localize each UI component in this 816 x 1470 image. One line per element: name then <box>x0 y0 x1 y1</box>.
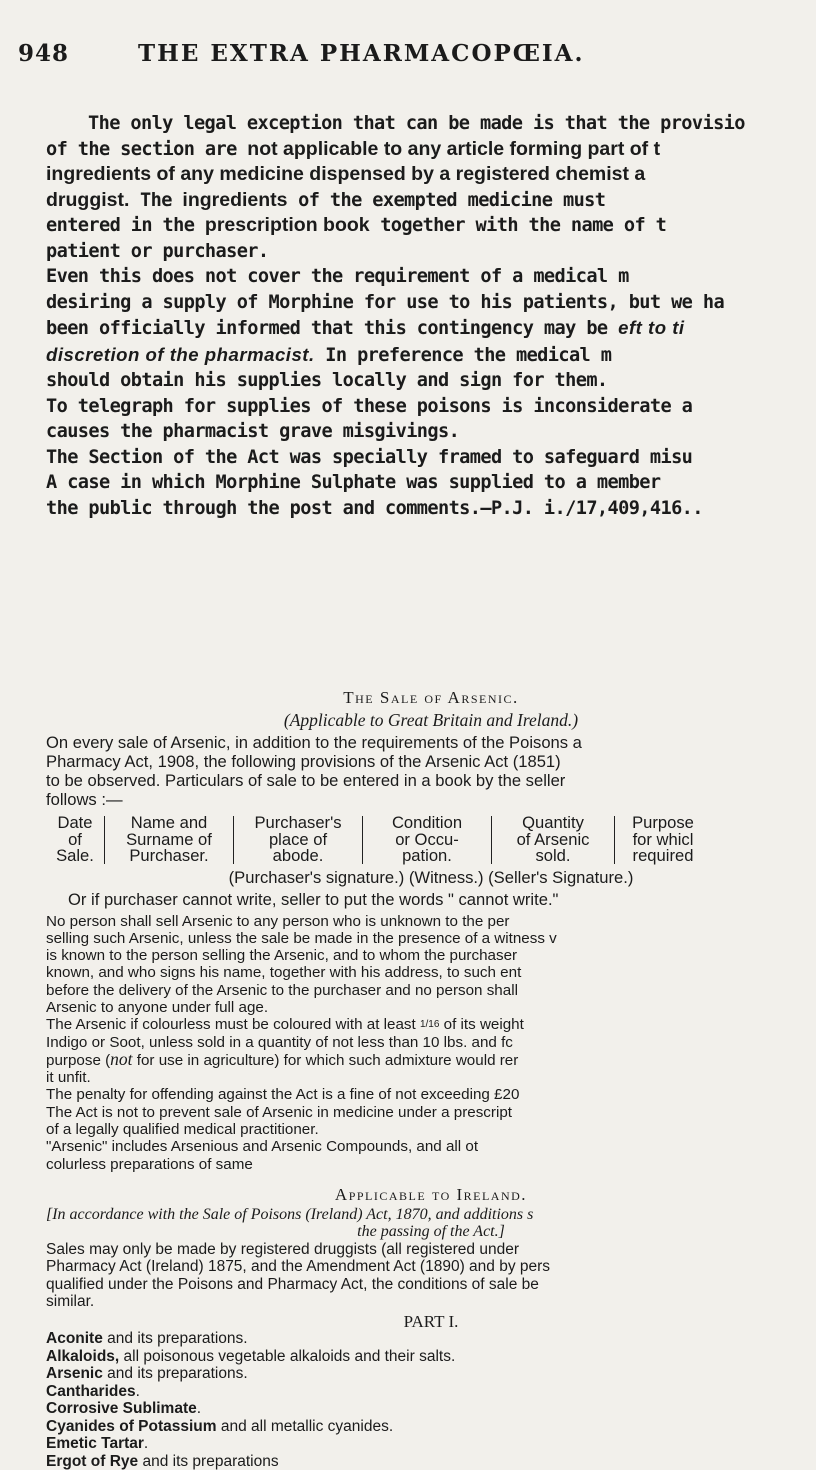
italic-phrase: eft to ti <box>618 317 685 338</box>
table-cell: for whicl <box>632 829 694 849</box>
text-span: of the exempted medicine must <box>287 189 606 211</box>
arsenic-subheading: (Applicable to Great Britain and Ireland.) <box>283 710 579 730</box>
table-cell: Condition <box>391 813 463 832</box>
text-line <box>46 1016 816 1033</box>
poison-name: Ergot of Rye <box>46 1452 139 1470</box>
table-cell: Surname of <box>126 829 212 849</box>
text-line: known, and who signs his name, together with his address, to such ent <box>46 964 522 982</box>
table-column <box>363 815 491 865</box>
table-cell: Name and <box>130 813 208 832</box>
part-heading: PART I. <box>403 1311 459 1331</box>
text-line: selling such Arsenic, unless the sale be made in the presence of a witness v <box>46 929 557 947</box>
list-item <box>46 1453 816 1470</box>
ireland-body <box>46 1206 816 1470</box>
text-line: similar. <box>46 1293 95 1311</box>
running-title: THE EXTRA PHARMACOPŒIA. <box>138 40 585 67</box>
text-span: The <box>129 189 183 211</box>
text-line: No person shall sell Arsenic to any person who is unknown to the per <box>46 912 510 930</box>
italic-phrase: discretion of the pharmacist <box>46 343 310 365</box>
list-item <box>46 1330 816 1348</box>
bold-phrase: prescription book <box>204 214 370 236</box>
text-line: The only legal exception that can be made is that the provisio <box>88 113 745 134</box>
text-line: Pharmacy Act (Ireland) 1875, and the Amendment Act (1890) and by pers <box>46 1258 551 1276</box>
arsenic-register-table <box>46 815 806 865</box>
text-span: should obtain his supplies locally and sign for them. <box>46 370 608 391</box>
text-span: of the section are <box>46 138 248 160</box>
text-line: before the delivery of the Arsenic to the purchaser and no person shall <box>46 981 518 999</box>
text-span: and its preparations. <box>102 1365 248 1383</box>
ireland-subheading: the passing of the Act.] <box>357 1223 505 1241</box>
text-span: and its preparations. <box>102 1330 248 1348</box>
text-span: the public through the post and comments.—P.J. i./17,409,416.. <box>46 497 703 519</box>
cannot-write-note: Or if purchaser cannot write, seller to put the words " cannot write." <box>68 889 559 909</box>
text-span: patient or purchaser. <box>46 240 269 262</box>
text-span: The Section of the Act was specially framed to safeguard misu <box>46 446 693 468</box>
text-span: . <box>196 1400 202 1418</box>
table-column <box>105 815 233 865</box>
text-line: Pharmacy Act, 1908, the following provisions of the Arsenic Act (1851) <box>46 752 561 771</box>
morphine-section <box>46 111 816 521</box>
bold-phrase: druggist. <box>46 188 130 211</box>
table-column <box>492 815 614 865</box>
arsenic-heading: The Sale of Arsenic. <box>343 688 519 707</box>
table-cell: place of <box>268 829 328 849</box>
ireland-subheading: [In accordance with the Sale of Poisons (Ireland) Act, 1870, and additions s <box>46 1205 534 1223</box>
poison-name: Emetic Tartar <box>46 1435 144 1453</box>
text-line: to be observed. Particulars of sale to be entered in a book by the seller <box>46 771 566 790</box>
text-span: The Arsenic if colourless must be coloured with at least <box>46 1016 420 1034</box>
ireland-heading: Applicable to Ireland. <box>334 1184 528 1204</box>
text-span: desiring a supply of Morphine for use to his patients, but we ha <box>46 291 725 313</box>
text-line: "Arsenic" includes Arsenious and Arsenic Compounds, and all ot <box>46 1138 479 1156</box>
list-item <box>46 1435 816 1453</box>
text-span: together with the name of t <box>369 215 667 236</box>
page-header <box>18 40 783 80</box>
text-span: causes the pharmacist grave misgivings. <box>46 421 460 442</box>
table-cell: Purchaser. <box>129 846 209 865</box>
list-item <box>46 1348 816 1366</box>
table-cell: pation. <box>402 846 452 865</box>
text-span: Even this does not cover the requirement of a medical m <box>46 266 629 287</box>
list-item <box>46 1400 816 1418</box>
signature-line: (Purchaser's signature.) (Witness.) (Seller's Signature.) <box>228 867 634 887</box>
poison-name: Aconite <box>46 1330 103 1348</box>
text-span: been officially informed that this contingency may be <box>46 318 619 339</box>
table-cell: Purchaser's <box>254 813 342 832</box>
table-column <box>234 815 362 865</box>
poison-name: Cantharides <box>46 1382 136 1400</box>
arsenic-rules <box>46 913 816 1173</box>
page-number: 948 <box>18 40 70 67</box>
list-item <box>46 1418 816 1436</box>
table-column <box>615 815 711 865</box>
arsenic-section <box>46 688 816 1470</box>
text-span: for use in agriculture) for which such admixture would rer <box>132 1051 519 1069</box>
poison-list <box>46 1330 816 1470</box>
list-item <box>46 1383 816 1401</box>
poison-name: Corrosive Sublimate <box>46 1400 197 1418</box>
text-span: all poisonous vegetable alkaloids and their salts. <box>119 1347 456 1365</box>
table-cell: Sale. <box>56 846 94 865</box>
table-cell: Date <box>57 813 93 832</box>
text-line: colurless preparations of same <box>46 1155 253 1173</box>
table-column <box>46 815 104 865</box>
text-line: it unfit. <box>46 1069 91 1087</box>
text-span: A case in which Morphine Sulphate was supplied to a member <box>46 472 661 493</box>
text-line: Sales may only be made by registered druggists (all registered under <box>46 1240 519 1258</box>
table-cell: of <box>68 829 82 849</box>
text-span: and its preparations <box>138 1452 279 1470</box>
list-item <box>46 1365 816 1383</box>
text-span: purpose ( <box>46 1051 111 1069</box>
poison-name: Cyanides of Potassium <box>46 1417 217 1435</box>
table-cell: Quantity <box>522 813 584 832</box>
table-cell: abode. <box>272 846 324 865</box>
text-span: . <box>143 1435 149 1453</box>
text-line: qualified under the Poisons and Pharmacy Act, the conditions of sale be <box>46 1275 539 1293</box>
text-line: follows :— <box>46 790 123 809</box>
text-line: Indigo or Soot, unless sold in a quantity of not less than 10 lbs. and fc <box>46 1033 513 1051</box>
text-span: and all metallic cyanides. <box>216 1417 394 1435</box>
table-cell: sold. <box>535 846 571 865</box>
bold-phrase: ingredients of any medicine dispensed by a registered chemist a <box>46 163 646 185</box>
italic-phrase: . <box>309 343 315 365</box>
text-line: The penalty for offending against the Act is a fine of not exceeding £20 <box>46 1086 520 1104</box>
text-span: entered in the <box>46 215 205 236</box>
text-line: of a legally qualified medical practitioner. <box>46 1121 319 1139</box>
text-line: is known to the person selling the Arsenic, and to whom the purchaser <box>46 947 518 965</box>
text-line <box>46 1048 816 1069</box>
text-line: Arsenic to anyone under full age. <box>46 998 269 1016</box>
poison-name: Alkaloids, <box>46 1347 120 1365</box>
table-cell: required <box>632 846 694 865</box>
fraction: 1/16 <box>419 1019 440 1031</box>
bold-phrase: not applicable to any article forming part of t <box>247 137 661 160</box>
text-line: On every sale of Arsenic, in addition to the requirements of the Poisons a <box>46 733 582 752</box>
italic-word: not <box>110 1048 133 1069</box>
table-cell: or Occu- <box>395 829 459 849</box>
table-cell: of Arsenic <box>516 829 590 849</box>
text-span: of its weight <box>439 1016 524 1034</box>
text-line: The Act is not to prevent sale of Arsenic in medicine under a prescript <box>46 1103 512 1121</box>
text-span: . <box>135 1382 140 1400</box>
bold-phrase: ingredients <box>182 188 288 211</box>
text-span: To telegraph for supplies of these poisons is inconsiderate a <box>46 395 693 417</box>
table-cell: Purpose <box>632 813 694 832</box>
poison-name: Arsenic <box>46 1365 103 1383</box>
text-span: In preference the medical m <box>314 344 612 366</box>
